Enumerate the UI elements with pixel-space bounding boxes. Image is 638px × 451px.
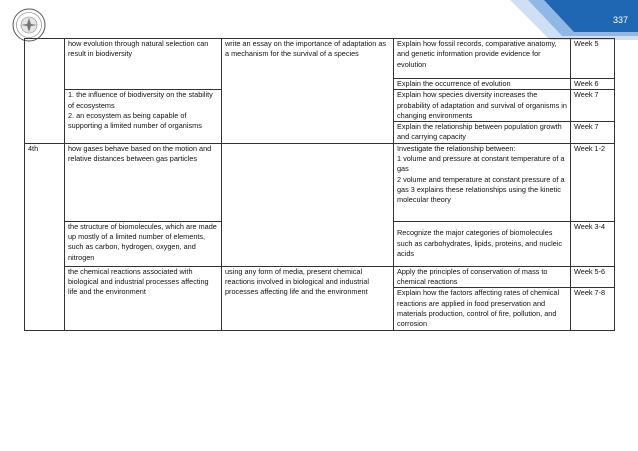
content-standard-cell: how gases behave based on the motion and relative distances between gas particles: [65, 143, 222, 221]
competency-cell: [394, 143, 571, 221]
content-standard-cell: [65, 90, 222, 143]
week-cell: Week 7: [571, 122, 615, 144]
week-cell: Week 3-4: [571, 221, 615, 266]
competency-item: 2 volume and temperature at constant pressure of a gas 3 explains these relationships using the kinetic molecular theory: [397, 174, 565, 205]
competency-cell: Explain how species diversity increases the probability of adaptation and survival of organisms in changing environments: [394, 90, 571, 122]
content-item: 2. an ecosystem as being capable of supporting a limited number of organisms: [68, 110, 202, 131]
deped-seal-icon: [12, 8, 46, 42]
content-standard-cell: the structure of biomolecules, which are made up mostly of a limited number of elements, such as carbon, hydrogen, oxygen, and nitrogen: [65, 221, 222, 266]
table-row: [25, 266, 615, 288]
performance-standard-cell: using any form of media, present chemical reactions involved in biological and industrial processes affecting life and the environment: [222, 266, 394, 330]
quarter-cell: 4th: [25, 143, 65, 330]
week-cell: Week 7-8: [571, 288, 615, 330]
content-standard-cell: the chemical reactions associated with biological and industrial processes affecting life and the environment: [65, 266, 222, 330]
curriculum-table: [24, 38, 615, 331]
competency-item: 1 volume and pressure at constant temperature of a gas: [397, 154, 565, 174]
performance-standard-cell: write an essay on the importance of adaptation as a mechanism for the survival of a species: [222, 39, 394, 144]
week-cell: Week 5: [571, 39, 615, 79]
table-row: [25, 143, 615, 221]
week-cell: Week 7: [571, 90, 615, 122]
competency-cell: Apply the principles of conservation of mass to chemical reactions: [394, 266, 571, 288]
competency-cell: Explain the relationship between population growth and carrying capacity: [394, 122, 571, 144]
content-item: 1. the influence of biodiversity on the stability of ecosystems: [68, 90, 213, 110]
quarter-cell: [25, 39, 65, 144]
content-standard-cell: how evolution through natural selection can result in biodiversity: [65, 39, 222, 90]
week-cell: Week 6: [571, 79, 615, 90]
competency-cell: Recognize the major categories of biomolecules such as carbohydrates, lipids, proteins, and nucleic acids: [394, 221, 571, 266]
performance-standard-cell: [222, 143, 394, 266]
competency-cell: Explain the occurrence of evolution: [394, 79, 571, 90]
competency-cell: Explain how fossil records, comparative anatomy, and genetic information provide evidence for evolution: [394, 39, 571, 79]
table-row: [25, 39, 615, 79]
page-number: 337: [612, 15, 628, 25]
competency-cell: Explain how the factors affecting rates of chemical reactions are applied in food preservation and materials production, control of fire, pollution, and corrosion: [394, 288, 571, 330]
week-cell: Week 1-2: [571, 143, 615, 221]
competency-item: Investigate the relationship between:: [397, 143, 516, 153]
week-cell: Week 5-6: [571, 266, 615, 288]
